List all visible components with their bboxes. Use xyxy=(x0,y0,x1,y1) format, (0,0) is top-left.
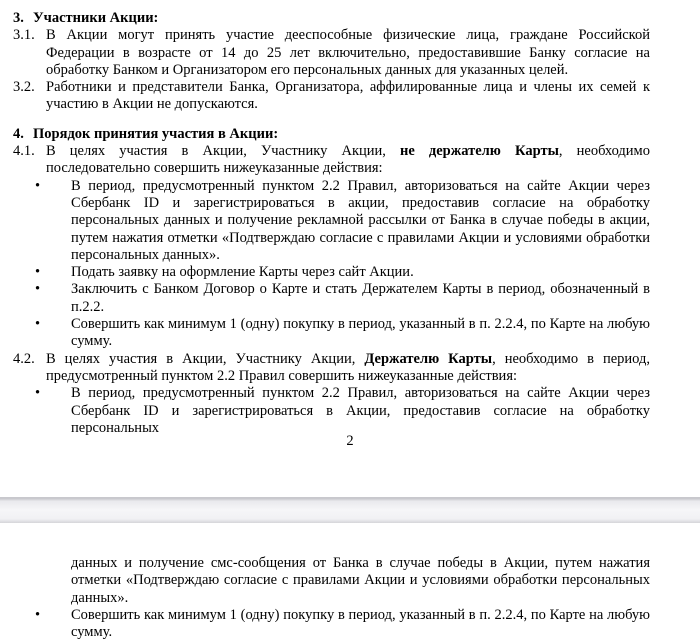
clause-3-1 xyxy=(0,27,700,79)
bullet-item-text: Совершить как минимум 1 (одну) покупку в период, указанный в п. 2.2.4, по Карте на любую сумму. xyxy=(71,316,650,350)
bullet-icon xyxy=(35,281,40,298)
section-4-heading xyxy=(0,126,700,143)
bullet-item-text: В период, предусмотренный пунктом 2.2 Правил, авторизоваться на сайте Акции через Сбербанк ID и зарегистрироваться в Акции, предоставив согласие на обработку персональных xyxy=(71,385,650,436)
bullet-item-4-1-a xyxy=(0,178,700,264)
section-4-title: Порядок принятия участия в Акции: xyxy=(33,125,279,142)
clause-4-1-text-pre: В целях участия в Акции, Участнику Акции, xyxy=(46,143,400,160)
clause-4-1 xyxy=(0,143,700,178)
section-3-number: 3. xyxy=(13,10,24,26)
clause-4-1-text-post: , необходимо последовательно совершить нижеуказанные действия: xyxy=(46,143,650,177)
bullet-item-4-1-c xyxy=(0,281,700,316)
bullet-item-4-2-a xyxy=(0,385,700,437)
page-1-content xyxy=(0,10,700,437)
page-separator xyxy=(0,497,700,523)
page-number: 2 xyxy=(346,433,354,449)
bullet-item-text: Совершить как минимум 1 (одну) покупку в период, указанный в п. 2.2.4, по Карте на любую сумму. xyxy=(71,606,650,641)
clause-4-2-number: 4.2. xyxy=(13,350,35,367)
bullet-icon xyxy=(35,178,40,195)
clause-3-1-text: В Акции могут принять участие дееспособные физические лица, граждане Российской Федерации в возрасте от 14 до 25 лет включительно, предоставившие Банку согласие на обработку Банком и Организатором его персональных данных для указанных целей. xyxy=(46,27,650,78)
clause-4-2-text-pre: В целях участия в Акции, Участнику Акции, xyxy=(46,350,365,367)
bullet-item-text: В период, предусмотренный пунктом 2.2 Правил, авторизоваться на сайте Акции через Сбербанк ID и зарегистрироваться в акции, предоставив согласие на обработку персональных данных и получение рекламной рассылки от Банка в случае победы в акции, путем нажатия отметки «Подтверждаю согласие с правилами Акции и условиями обработки персональных данных». xyxy=(71,177,650,263)
bullet-item-4-1-b xyxy=(0,264,700,281)
bullet-icon xyxy=(35,607,40,624)
clause-3-2-number: 3.2. xyxy=(13,79,35,96)
bullet-icon xyxy=(35,385,40,402)
clause-4-2-text-post: , необходимо в период, предусмотренный пунктом 2.2 Правил совершить нижеуказанные действия: xyxy=(46,350,650,384)
section-3-heading xyxy=(0,10,700,27)
section-4-number: 4. xyxy=(13,125,24,142)
clause-3-1-number: 3.1. xyxy=(13,27,35,44)
clause-4-2-bullet-continuation: данных и получение смс-сообщения от Банка в случае победы в Акции, путем нажатия отметки «Подтверждаю согласие с правилами Акции и условиями обработки персональных данных». xyxy=(71,555,650,606)
page-2-content xyxy=(0,555,700,641)
bullet-item-text: Заключить с Банком Договор о Карте и стать Держателем Карты в период, обозначенный в п.2.2. xyxy=(71,281,650,315)
clause-4-2 xyxy=(0,351,700,386)
bullet-item-4-1-d xyxy=(0,316,700,351)
bullet-icon xyxy=(35,264,40,281)
clause-3-2 xyxy=(0,79,700,114)
bullet-item-text: Подать заявку на оформление Карты через сайт Акции. xyxy=(71,264,414,281)
clause-3-2-text: Работники и представители Банка, Организатора, аффилированные лица и члены их семей к участию в Акции не допускаются. xyxy=(46,79,650,113)
clause-4-2-text-bold: Держателю Карты xyxy=(364,350,493,367)
clause-4-1-number: 4.1. xyxy=(13,143,35,160)
clause-4-1-text-bold: не держателю Карты xyxy=(400,143,559,160)
bullet-icon xyxy=(35,316,40,333)
section-3-title: Участники Акции: xyxy=(33,10,159,26)
